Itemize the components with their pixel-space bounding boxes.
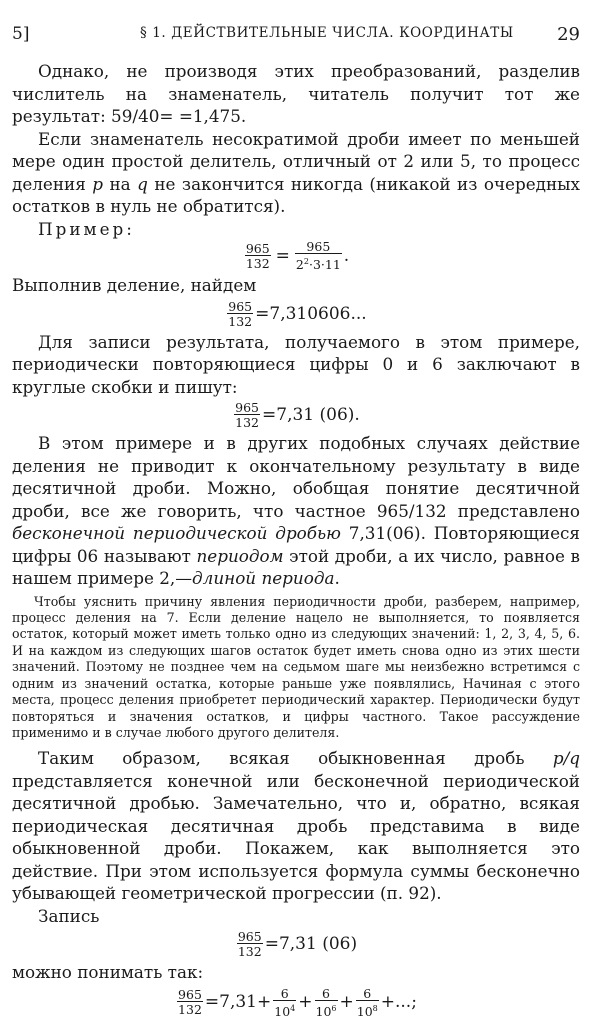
- paragraph-3: Выполнив деление, найдем: [12, 275, 257, 296]
- formula-4: [12, 930, 580, 958]
- plus-sign: +: [339, 992, 354, 1013]
- denominator: [356, 1000, 379, 1018]
- paragraph-6: [12, 747, 580, 905]
- text-run: 7,31(06). Повторяющиеся цифры 06 называют: [12, 523, 580, 566]
- text-run: этой дроби, а их число, равное в нашем примере 2,—: [12, 545, 580, 589]
- factor-rest: ·3·11: [308, 257, 341, 273]
- denominator: 132: [178, 1002, 202, 1018]
- paragraph-2: [12, 128, 580, 218]
- plus-sign: +: [298, 992, 313, 1013]
- exponent: 2: [303, 257, 309, 266]
- paragraph-7: Запись: [38, 905, 100, 926]
- numerator: 965: [228, 298, 253, 314]
- denominator: 132: [245, 255, 270, 271]
- text-run: Если знаменатель несократимой дроби имеет по меньшей мере один простой делитель, отличный от 2 или 5, то процесс деления: [12, 128, 580, 194]
- text-run: представляется конечной или бесконечной периодической десятичной дробью. Замечательно, что и, обратно, всякая периодическая десятичная дробь представима в виде обыкновенной дроби. Покажем, как выполняется это действие. При этом используется формула суммы бесконечно убывающей геометрической прогрессии (п. 92).: [12, 770, 580, 904]
- period-mark: .: [343, 245, 350, 266]
- example-label: Пример:: [38, 218, 135, 239]
- term-period: периодом: [196, 545, 284, 566]
- var-pq: p/q: [552, 748, 580, 769]
- numerator: 965: [245, 240, 270, 256]
- fraction: [295, 240, 342, 271]
- base: 10: [274, 1003, 291, 1019]
- paragraph-5: [12, 432, 580, 590]
- denominator: [273, 1000, 296, 1018]
- running-header: [12, 24, 580, 48]
- var-q: q: [137, 173, 148, 194]
- fraction: [227, 300, 253, 328]
- formula-rhs: =7,310606...: [255, 303, 367, 324]
- var-p: p: [92, 173, 104, 194]
- formula-5: [12, 987, 580, 1018]
- equals-sign: =: [275, 245, 290, 266]
- numerator: 965: [306, 239, 331, 254]
- denominator: 132: [228, 313, 253, 329]
- numerator: 965: [237, 929, 262, 945]
- running-title: § 1. ДЕЙСТВИТЕЛЬНЫЕ ЧИСЛА. КООРДИНАТЫ: [140, 25, 514, 41]
- numerator: 965: [235, 400, 260, 416]
- term-infinite-periodic: бесконечной периодической дробью: [12, 523, 341, 544]
- exponent: 8: [372, 1003, 378, 1013]
- base: 10: [356, 1003, 373, 1019]
- small-print-note: Чтобы уяснить причину явления периодичности дроби, разберем, например, процесс деления на 7. Если деление нацело не выполняется, то появляется остаток, который может иметь только одно из следующих значений: 1, 2, 3, 4, 5, 6. И на каждом из следующих шагов остаток будет иметь снова одно из этих шести значений. Поэтому не позднее чем на седьмом шаге мы неизбежно встретимся с одним из значений остатка, которые раньше уже появлялись, Начиная с этого места, процесс деления приобретет периодический характер. Периодически будут повторяться и значения остатков, и цифры частного. Такое рассуждение применимо и в случае любого другого делителя.: [12, 593, 580, 740]
- fraction: [245, 242, 271, 270]
- numerator: 965: [178, 987, 202, 1003]
- denominator: [315, 1000, 338, 1018]
- fraction: [177, 988, 203, 1016]
- formula-tail: +...;: [380, 992, 417, 1013]
- formula-3: [12, 401, 580, 429]
- fraction: [273, 987, 296, 1018]
- denominator: 132: [237, 944, 262, 960]
- numerator: 6: [363, 985, 372, 1001]
- denominator: [295, 253, 342, 271]
- text-run: Таким образом, всякая обыкновенная дробь: [38, 748, 553, 769]
- text-run: не закончится никогда (никакой из очередных остатков в нуль не обратится).: [12, 173, 580, 216]
- section-ref: 5]: [12, 24, 30, 44]
- paragraph-1: Однако, не производя этих преобразований, разделив числитель на знаменатель, читатель получит тот же результат: 59/40= =1,475.: [12, 61, 580, 126]
- numerator: 6: [280, 985, 289, 1001]
- exponent: 4: [290, 1003, 296, 1013]
- paragraph-8: можно понимать так:: [12, 962, 204, 983]
- page-number: 29: [557, 24, 580, 45]
- term-period-length: длиной периода: [192, 568, 335, 589]
- fraction: [234, 401, 260, 429]
- fraction: [237, 930, 263, 958]
- paragraph-4: Для записи результата, получаемого в этом примере, периодически повторяющиеся цифры 0 и 6 заключают в круглые скобки и пишут:: [12, 331, 580, 397]
- denominator: 132: [235, 415, 260, 431]
- base: 2: [295, 257, 304, 273]
- formula-lead: =7,31+: [204, 992, 272, 1013]
- base: 10: [315, 1003, 332, 1019]
- fraction: [356, 987, 379, 1018]
- formula-rhs: =7,31 (06): [264, 934, 358, 955]
- numerator: 6: [322, 985, 330, 1001]
- text-run: на: [103, 173, 138, 194]
- formula-2: [12, 300, 580, 328]
- exponent: 6: [331, 1003, 337, 1013]
- page-body: [12, 60, 580, 1021]
- fraction: [315, 987, 338, 1018]
- text-run: .: [334, 568, 340, 589]
- text-run: В этом примере и в других подобных случаях действие деления не приводит к окончательному результату в виде десятичной дроби. Можно, обобщая понятие десятичной дроби, все же говорить, что частное 965/132 представлено: [12, 433, 580, 521]
- formula-rhs: =7,31 (06).: [262, 405, 360, 426]
- formula-1: [12, 240, 580, 271]
